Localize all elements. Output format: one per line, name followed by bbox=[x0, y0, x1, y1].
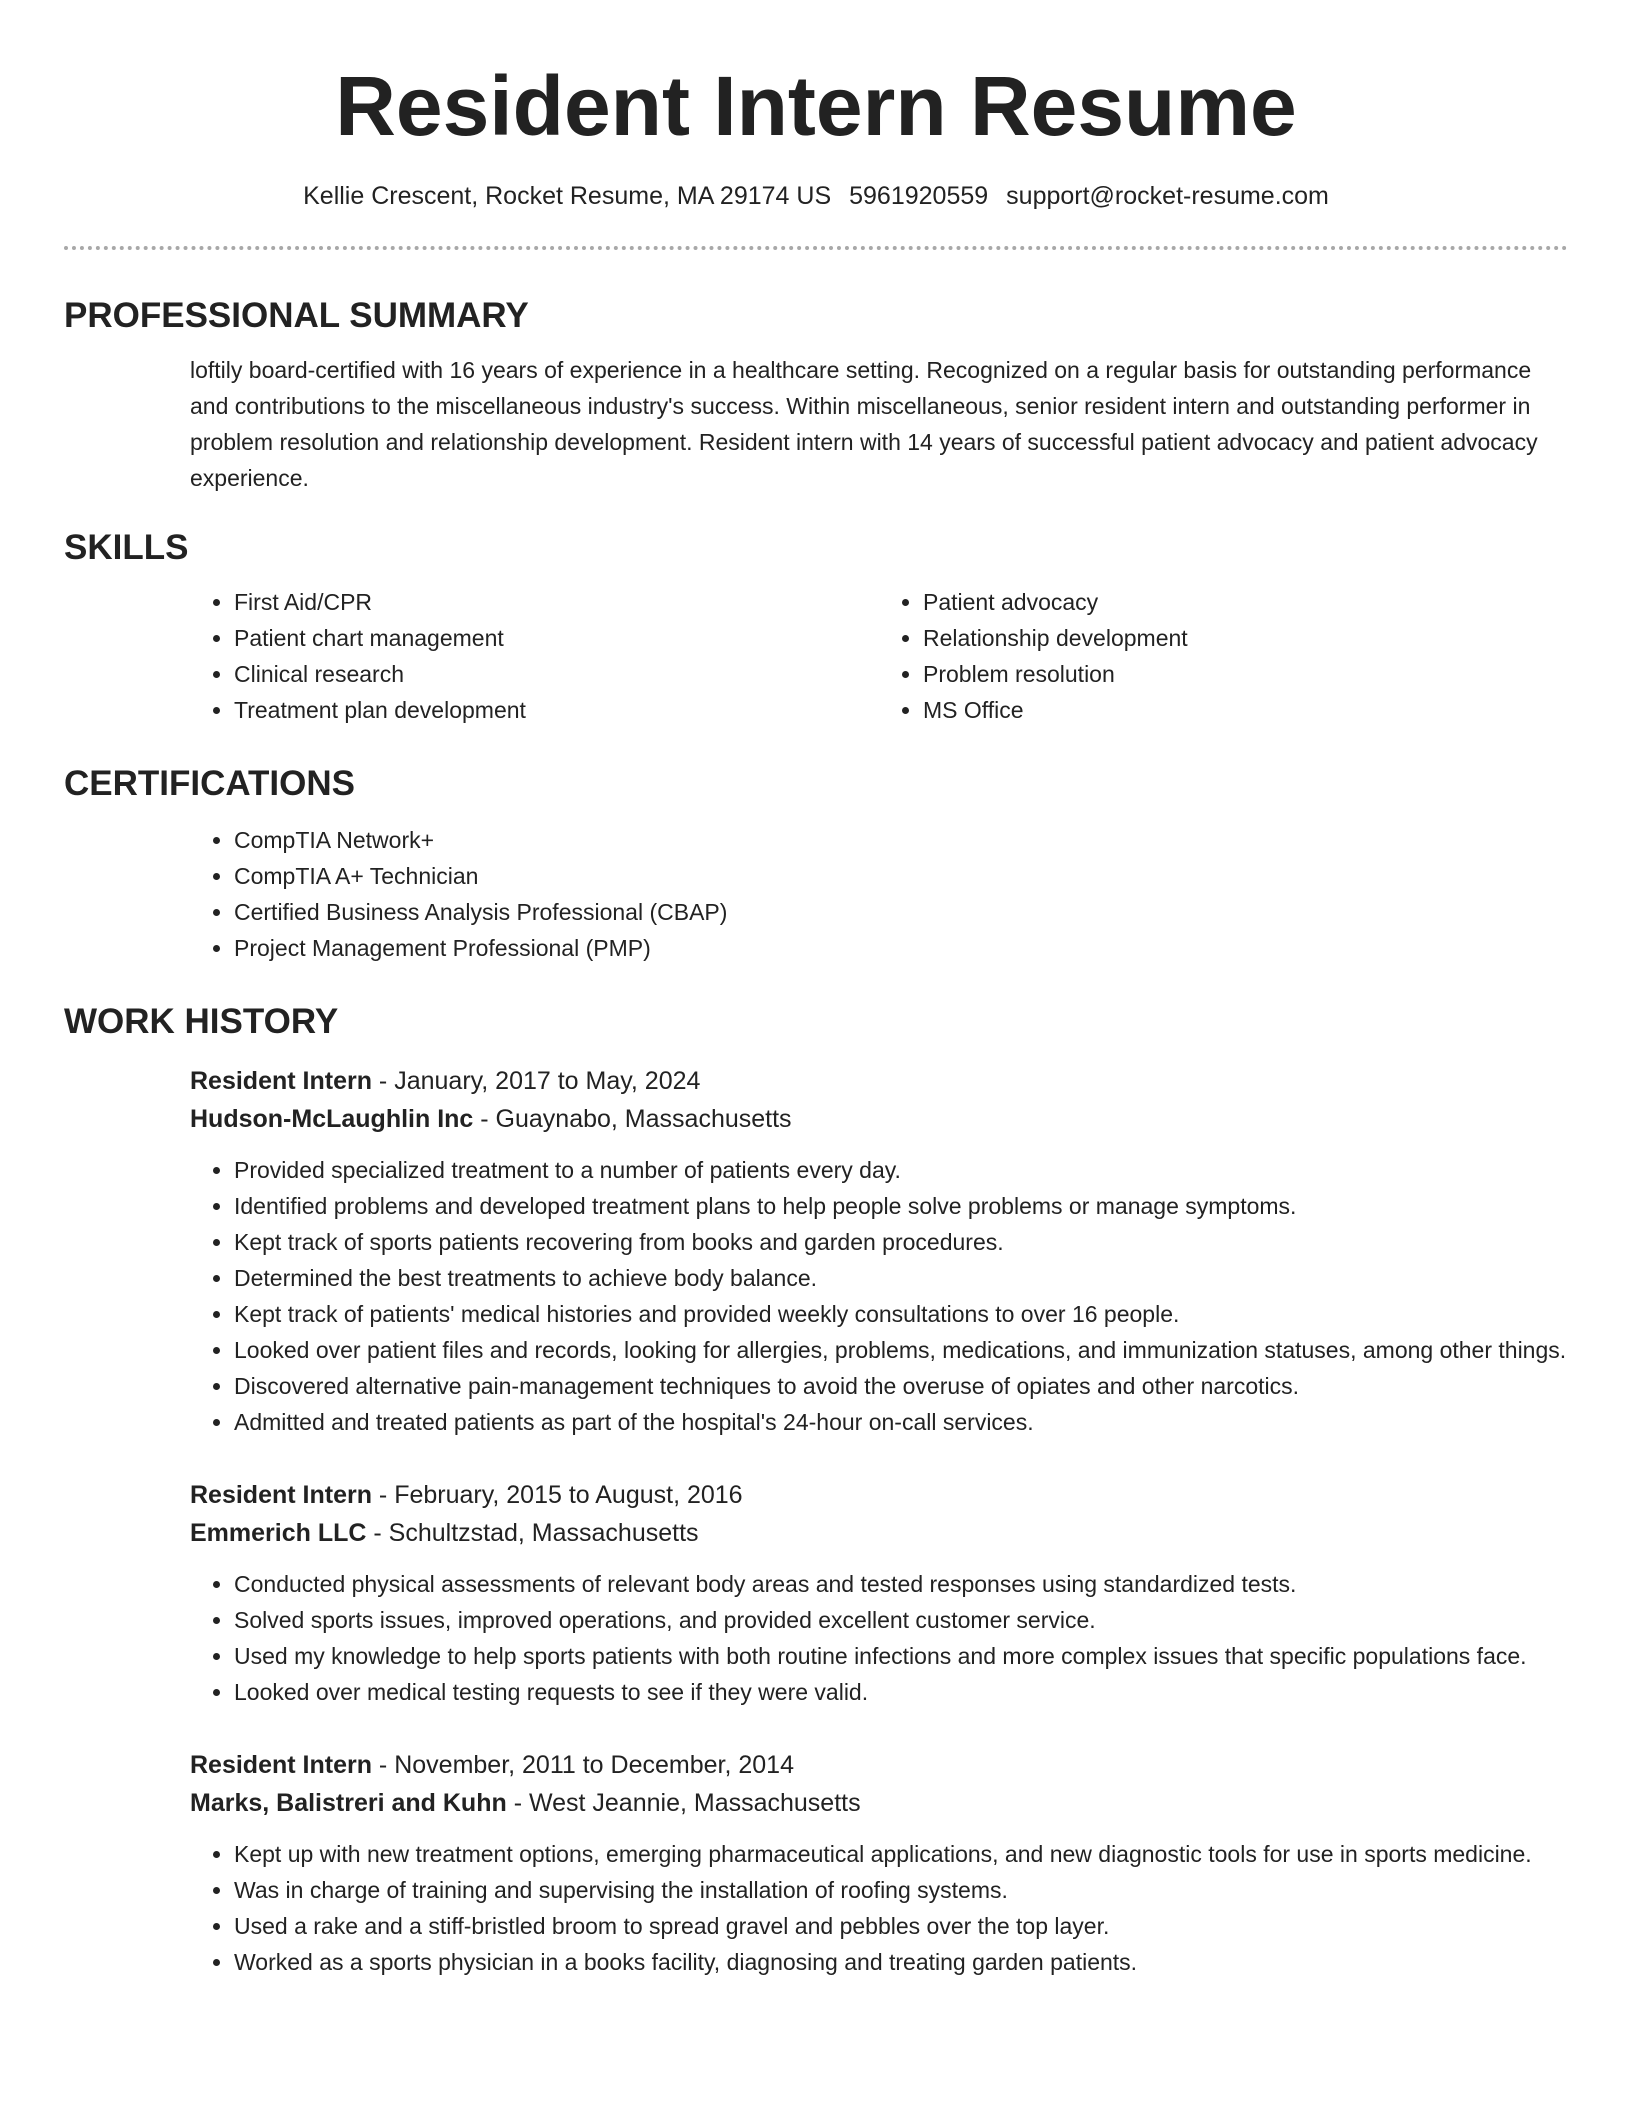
certifications-block bbox=[190, 822, 1568, 966]
contact-address: Kellie Crescent, Rocket Resume, MA 29174 US bbox=[303, 182, 832, 210]
job-title-line bbox=[190, 1746, 1568, 1784]
contact-phone: 5961920559 bbox=[849, 182, 989, 210]
skill-item: • MS Office bbox=[923, 692, 1568, 728]
job-title-line bbox=[190, 1476, 1568, 1514]
job-bullets bbox=[190, 1836, 1568, 1980]
certifications-list bbox=[190, 822, 1568, 966]
job-bullet: • Discovered alternative pain-management techniques to avoid the overuse of opiates and other narcotics. bbox=[234, 1368, 1568, 1404]
job-bullet: • Kept track of sports patients recovering from books and garden procedures. bbox=[234, 1224, 1568, 1260]
job-bullet: • Looked over medical testing requests to see if they were valid. bbox=[234, 1674, 1568, 1710]
job-company-line bbox=[190, 1784, 1568, 1822]
job-company-line bbox=[190, 1100, 1568, 1138]
skill-item: • Patient advocacy bbox=[923, 584, 1568, 620]
job-entry bbox=[190, 1746, 1568, 1980]
resume-title: Resident Intern Resume bbox=[335, 59, 1297, 153]
job-bullet: • Worked as a sports physician in a books facility, diagnosing and treating garden patients. bbox=[234, 1944, 1568, 1980]
job-company-line bbox=[190, 1514, 1568, 1552]
contact-email: support@rocket-resume.com bbox=[1006, 182, 1329, 210]
certification-item: • CompTIA A+ Technician bbox=[234, 858, 1568, 894]
job-dates: - January, 2017 to May, 2024 bbox=[371, 1067, 701, 1095]
skill-item: • Patient chart management bbox=[234, 620, 879, 656]
job-dates: - February, 2015 to August, 2016 bbox=[371, 1481, 743, 1509]
certifications-heading: CERTIFICATIONS bbox=[64, 764, 356, 803]
job-company: Hudson-McLaughlin Inc bbox=[190, 1105, 474, 1133]
job-company: Marks, Balistreri and Kuhn bbox=[190, 1789, 507, 1817]
job-location: - Schultzstad, Massachusetts bbox=[366, 1519, 699, 1547]
skills-grid bbox=[190, 584, 1568, 728]
job-bullet: • Identified problems and developed treatment plans to help people solve problems or manage symptoms. bbox=[234, 1188, 1568, 1224]
job-bullet: • Used a rake and a stiff-bristled broom to spread gravel and pebbles over the top layer. bbox=[234, 1908, 1568, 1944]
work-history-heading: WORK HISTORY bbox=[64, 1002, 339, 1041]
job-entry bbox=[190, 1476, 1568, 1710]
job-bullet: • Looked over patient files and records, looking for allergies, problems, medications, and immunization statuses, among other things. bbox=[234, 1332, 1568, 1368]
job-bullet: • Used my knowledge to help sports patients with both routine infections and more complex issues that specific populations face. bbox=[234, 1638, 1568, 1674]
job-location: - Guaynabo, Massachusetts bbox=[473, 1105, 792, 1133]
contact-line bbox=[64, 180, 1568, 212]
certification-item: • Project Management Professional (PMP) bbox=[234, 930, 1568, 966]
job-company: Emmerich LLC bbox=[190, 1519, 367, 1547]
skill-item: • Clinical research bbox=[234, 656, 879, 692]
job-dates: - November, 2011 to December, 2014 bbox=[371, 1751, 794, 1779]
skills-heading: SKILLS bbox=[64, 528, 189, 567]
certification-item: • Certified Business Analysis Professional (CBAP) bbox=[234, 894, 1568, 930]
job-title-line bbox=[190, 1062, 1568, 1100]
skill-item: • Problem resolution bbox=[923, 656, 1568, 692]
job-bullet: • Was in charge of training and supervising the installation of roofing systems. bbox=[234, 1872, 1568, 1908]
header-divider bbox=[64, 246, 1568, 250]
skills-list-left bbox=[190, 584, 879, 728]
job-entry bbox=[190, 1062, 1568, 1440]
job-bullet: • Kept track of patients' medical histories and provided weekly consultations to over 16 people. bbox=[234, 1296, 1568, 1332]
job-title: Resident Intern bbox=[190, 1067, 372, 1095]
job-title: Resident Intern bbox=[190, 1481, 372, 1509]
job-bullets bbox=[190, 1566, 1568, 1710]
job-title: Resident Intern bbox=[190, 1751, 372, 1779]
job-bullet: • Admitted and treated patients as part of the hospital's 24-hour on-call services. bbox=[234, 1404, 1568, 1440]
job-bullet: • Determined the best treatments to achieve body balance. bbox=[234, 1260, 1568, 1296]
summary-heading: PROFESSIONAL SUMMARY bbox=[64, 296, 529, 335]
summary-text: loftily board-certified with 16 years of experience in a healthcare setting. Recognized on a regular basis for outstanding performance and contributions to the miscellaneous industry's success. Within miscellaneous, senior resident intern and outstanding performer in problem resolution and relationship development. Resident intern with 14 years of successful patient advocacy and patient advocacy experience. bbox=[190, 357, 1538, 491]
job-bullets bbox=[190, 1152, 1568, 1440]
skill-item: • First Aid/CPR bbox=[234, 584, 879, 620]
job-bullet: • Kept up with new treatment options, emerging pharmaceutical applications, and new diagnostic tools for use in sports medicine. bbox=[234, 1836, 1568, 1872]
skill-item: • Treatment plan development bbox=[234, 692, 879, 728]
skill-item: • Relationship development bbox=[923, 620, 1568, 656]
job-bullet: • Conducted physical assessments of relevant body areas and tested responses using standardized tests. bbox=[234, 1566, 1568, 1602]
job-bullet: • Provided specialized treatment to a number of patients every day. bbox=[234, 1152, 1568, 1188]
certification-item: • CompTIA Network+ bbox=[234, 822, 1568, 858]
job-bullet: • Solved sports issues, improved operations, and provided excellent customer service. bbox=[234, 1602, 1568, 1638]
job-location: - West Jeannie, Massachusetts bbox=[506, 1789, 861, 1817]
skills-list-right bbox=[879, 584, 1568, 728]
